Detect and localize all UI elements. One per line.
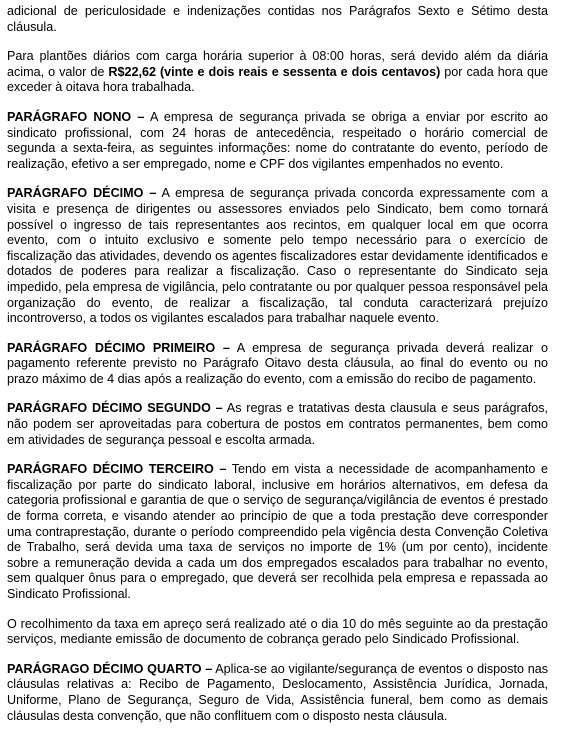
paragraph-text: O recolhimento da taxa em apreço será realizado até o dia 10 do mês seguinte ao da prestação serviços, mediante emissão de documento de cobrança gerado pelo Sindicado Profissional. [7, 616, 548, 647]
paragraph-text: Para plantões diários com carga horária superior à 08:00 horas, será devido além da diária acima, o valor de [7, 49, 548, 79]
paragraph-decimo-terceiro [7, 462, 548, 602]
paragraph-heading: PARÁGRAFO DÉCIMO TERCEIRO – [7, 462, 227, 477]
paragraph-text: adicional de periculosidade e indenizações contidas nos Parágrafos Sexto e Sétimo desta cláusula. [7, 4, 548, 34]
paragraph-continuation [7, 4, 548, 35]
paragraph-overtime [7, 49, 548, 96]
paragraph-decimo-primeiro [7, 341, 548, 388]
overtime-value: R$22,62 (vinte e dois reais e sessenta e dois centavos) [108, 64, 441, 79]
paragraph-recolhimento [7, 617, 548, 648]
paragraph-heading: PARÁGRAFO DÉCIMO – [7, 186, 157, 201]
paragraph-decimo-quarto [7, 662, 548, 724]
document-page [7, 4, 548, 738]
paragraph-text: As regras e tratativas desta clausula e seus parágrafos, não podem ser aproveitadas para cobertura de postos em contratos permanentes, bem como em atividades de segurança pessoal e escolta armada. [7, 401, 548, 447]
paragraph-text: A empresa de segurança privada concorda expressamente com a visita e presença de dirigentes ou assessores enviados pelo Sindicato, bem como tornará possível o ingresso de tais representantes aos recintos, em qualquer local em que ocorra evento, com o intuito exclusivo e somente pelo tempo necessário para o exercício de fiscalização das atividades, devendo os agentes fiscalizadores estar devidamente identificados e dotados de poderes para realizar a fiscalização. Caso o representante do Sindicato seja impedido, pela empresa de vigilância, pelo contratante ou por qualquer pessoa responsável pela organização do evento, de realizar a fiscalização, tal conduta caracterizará prejuízo incontroverso, a todos os vigilantes escalados para trabalhar naquele evento. [7, 186, 548, 326]
paragraph-heading: PARÁGRAFO DÉCIMO SEGUNDO – [7, 401, 223, 416]
paragraph-text: Tendo em vista a necessidade de acompanhamento e fiscalização por parte do sindicato laboral, inclusive em horários alternativos, em defesa da categoria profissional e garantia de que o serviço de segurança/vigilância de eventos é prestado de forma correta, e visando atender ao princípio de que a toda prestação deve corresponder uma contraprestação, durante o período compreendido pela vigência desta Convenção Coletiva de Trabalho, será devida uma taxa de serviços no importe de 1% (um por cento), incidente sobre a remuneração devida a cada um dos empregados escalados para trabalhar no evento, sem qualquer ônus para o empregado, que deverá ser recolhida pela empresa e repassada ao Sindicato Profissional. [7, 462, 548, 601]
paragraph-decimo-segundo [7, 401, 548, 448]
paragraph-text: por cada hora que exceder à oitava hora trabalhada. [7, 64, 548, 95]
paragraph-text: A empresa de segurança privada se obriga a enviar por escrito ao sindicato profissional, com 24 horas de antecedência, respeitado o horário comercial de segunda a sexta-feira, as seguintes informações: nome do contratante do evento, período de realização, efetivo a ser empregado, nome e CPF dos vigilantes empenhados no evento. [7, 109, 548, 171]
paragraph-decimo [7, 186, 548, 326]
paragraph-text: A empresa de segurança privada deverá realizar o pagamento referente previsto no Parágrafo Oitavo desta cláusula, ao final do evento ou no prazo máximo de 4 dias após a realização do evento, com a emissão do recibo de pagamento. [7, 340, 548, 386]
paragraph-heading: PARÁGRAGO DÉCIMO QUARTO – [7, 661, 213, 676]
paragraph-nono [7, 110, 548, 172]
paragraph-heading: PARÁGRAFO DÉCIMO PRIMEIRO – [7, 340, 230, 355]
paragraph-heading: PARÁGRAFO NONO – [7, 109, 145, 124]
paragraph-text: Aplica-se ao vigilante/segurança de eventos o disposto nas cláusulas relativas a: Recibo de Pagamento, Deslocamento, Assistência Jurídica, Jornada, Uniforme, Plano de Segurança, Seguro de Vida, Assistência funeral, bem como as demais cláusulas desta convenção, que não conflituem com o disposto nesta cláusula. [7, 661, 549, 723]
